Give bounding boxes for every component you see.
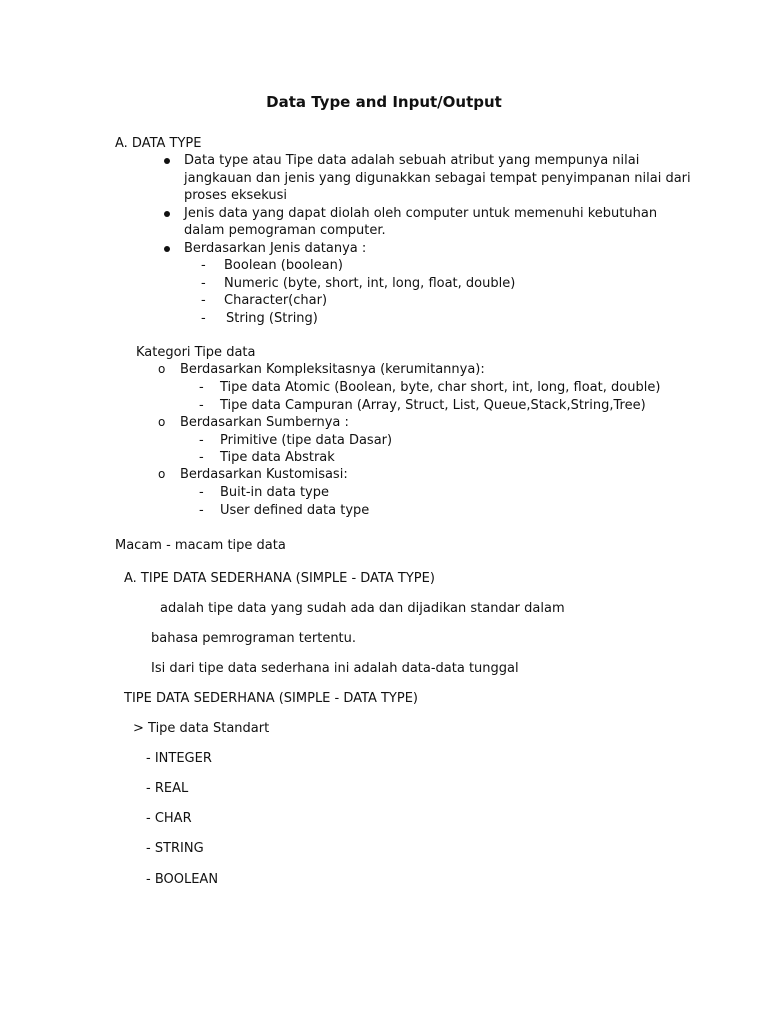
circle-bullet-icon: o xyxy=(158,467,166,481)
list-item: - STRING xyxy=(146,841,204,856)
list-item: - REAL xyxy=(146,781,189,796)
section-a-heading: A. DATA TYPE xyxy=(115,136,202,151)
page-title: Data Type and Input/Output xyxy=(266,93,502,111)
bullet-text: jangkauan dan jenis yang digunakkan sebagai tempat penyimpanan nilai dari xyxy=(184,171,691,186)
circle-bullet-icon: o xyxy=(158,415,166,429)
dash-icon: - xyxy=(199,450,204,465)
macam-sub-heading: A. TIPE DATA SEDERHANA (SIMPLE - DATA TYPE) xyxy=(124,571,435,586)
dash-icon: - xyxy=(201,276,206,291)
list-item: - BOOLEAN xyxy=(146,872,219,887)
dash-icon: - xyxy=(199,398,204,413)
macam-heading-2: TIPE DATA SEDERHANA (SIMPLE - DATA TYPE) xyxy=(124,691,418,706)
bullet-text: Berdasarkan Jenis datanya : xyxy=(184,241,367,256)
macam-heading: Macam - macam tipe data xyxy=(115,538,286,553)
kategori-item: Buit-in data type xyxy=(220,485,329,500)
paragraph: bahasa pemrograman tertentu. xyxy=(151,631,357,646)
circle-bullet-icon: o xyxy=(158,362,166,376)
bullet-text: dalam pemograman computer. xyxy=(184,223,386,238)
type-item: Character(char) xyxy=(224,293,328,308)
dash-icon: - xyxy=(201,293,206,308)
type-item: Boolean (boolean) xyxy=(224,258,343,273)
type-item: String (String) xyxy=(226,311,318,326)
dash-icon: - xyxy=(199,380,204,395)
bullet-icon xyxy=(164,246,170,252)
dash-icon: - xyxy=(199,485,204,500)
kategori-group-label: Berdasarkan Kustomisasi: xyxy=(180,467,348,482)
kategori-item: Tipe data Atomic (Boolean, byte, char short, int, long, float, double) xyxy=(220,380,661,395)
paragraph: adalah tipe data yang sudah ada dan dijadikan standar dalam xyxy=(160,601,565,616)
dash-icon: - xyxy=(201,258,206,273)
bullet-text: Data type atau Tipe data adalah sebuah atribut yang mempunya nilai xyxy=(184,153,640,168)
kategori-item: Tipe data Campuran (Array, Struct, List, Queue,Stack,String,Tree) xyxy=(220,398,646,413)
kategori-item: Tipe data Abstrak xyxy=(220,450,335,465)
bullet-text: proses eksekusi xyxy=(184,188,287,203)
dash-icon: - xyxy=(199,503,204,518)
type-item: Numeric (byte, short, int, long, float, double) xyxy=(224,276,516,291)
bullet-icon xyxy=(164,211,170,217)
paragraph: Isi dari tipe data sederhana ini adalah data-data tunggal xyxy=(151,661,519,676)
bullet-icon xyxy=(164,158,170,164)
kategori-item: User defined data type xyxy=(220,503,370,518)
list-item: - CHAR xyxy=(146,811,192,826)
dash-icon: - xyxy=(201,311,206,326)
bullet-text: Jenis data yang dapat diolah oleh computer untuk memenuhi kebutuhan xyxy=(184,206,658,221)
standart-label: > Tipe data Standart xyxy=(133,721,270,736)
kategori-heading: Kategori Tipe data xyxy=(136,345,256,360)
kategori-group-label: Berdasarkan Sumbernya : xyxy=(180,415,349,430)
dash-icon: - xyxy=(199,433,204,448)
kategori-item: Primitive (tipe data Dasar) xyxy=(220,433,393,448)
list-item: - INTEGER xyxy=(146,751,212,766)
kategori-group-label: Berdasarkan Kompleksitasnya (kerumitannya): xyxy=(180,362,485,377)
